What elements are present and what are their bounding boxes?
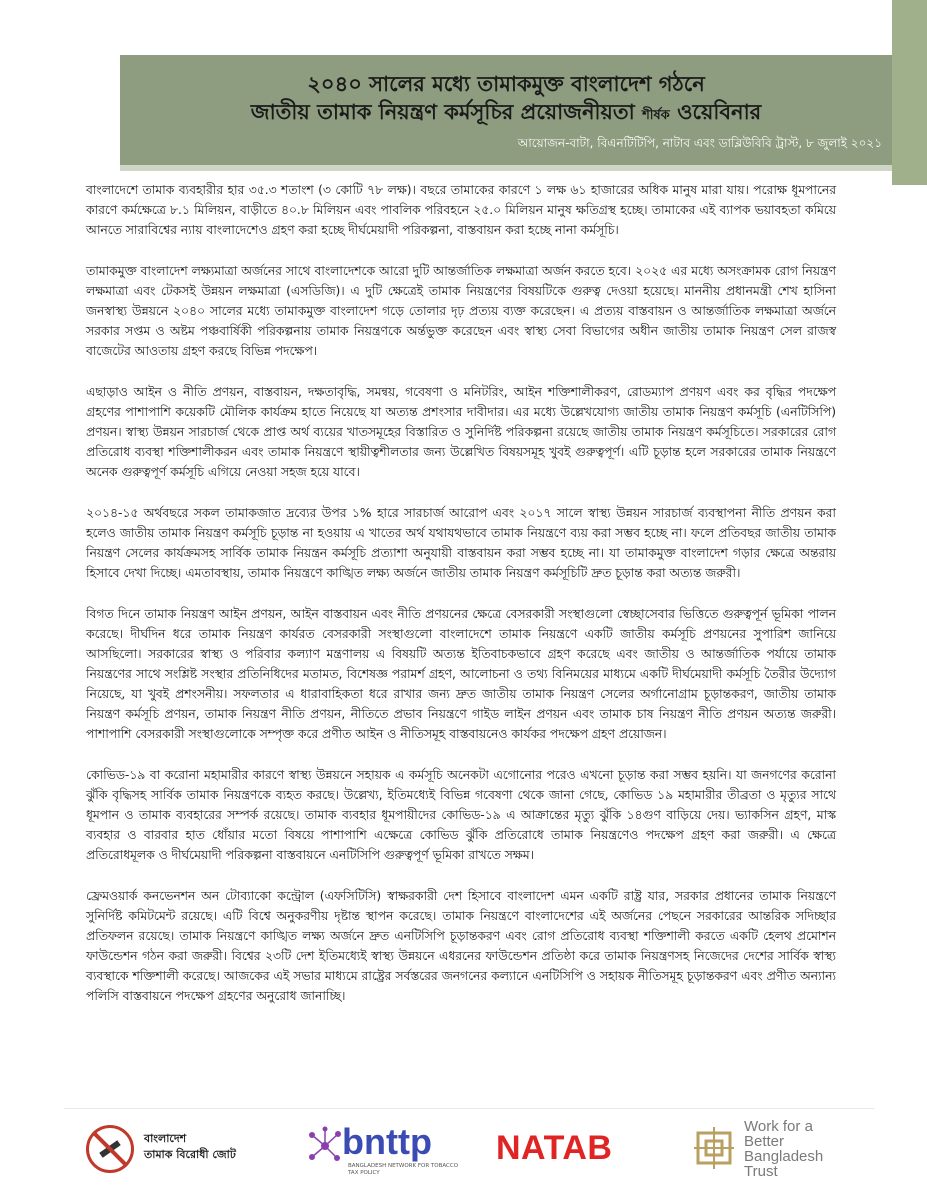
natab-logo	[496, 1119, 646, 1181]
paragraph-1: বাংলাদেশে তামাক ব্যবহারীর হার ৩৫.৩ শতাংশ (৩ কোটি ৭৮ লক্ষ)। বছরে তামাকের কারণে ১ লক্ষ ৬১ হাজারের অধিক মানুষ মারা যায়। পরোক্ষ ধূমপানের কারণে কর্মক্ষেত্রে ৮.১ মিলিয়ন, বাড়ীতে ৪০.৮ মিলিয়ন এবং পাবলিক পরিবহনে ২৫.০ মিলিয়ন মানুষ ক্ষতিগ্রস্থ হচ্ছে। তামাকের এই ব্যাপক ভয়াবহতা কমিয়ে আনতে সারাবিশ্বের ন্যায় বাংলাদেশেও গ্রহণ করা হচ্ছে দীর্ঘমেয়াদী পরিকল্পনা, বাস্তবায়ন করা হচ্ছে নানা কর্মসূচি।	[86, 183, 836, 237]
title-line-2	[120, 99, 892, 129]
bnttp-wordmark: bnttp	[342, 1121, 432, 1162]
organizers-line: আয়োজন-বাটা, বিএনটিটিপি, নাটাব এবং ডাব্লিউবিবি ট্রাস্ট, ৮ জুলাই ২০২১	[517, 136, 882, 150]
article-body	[86, 180, 836, 1027]
wbb-line-3: Bangladesh	[744, 1148, 824, 1165]
natab-wordmark: NATAB	[496, 1129, 613, 1167]
paragraph-3: এছাড়াও আইন ও নীতি প্রণয়ন, বাস্তবায়ন, দক্ষতাবৃদ্ধি, সমন্বয়, গবেষণা ও মনিটরিং, আইন শক্তিশালীকরণ, রোডম্যাপ প্রণয়ণ এবং কর বৃদ্ধির পদক্ষেপ গ্রহণের পাশাপাশি কয়েকটি মৌলিক কার্যক্রম হাতে নিয়েছে যা অত্যন্ত প্রশংসার দাবীদার। এর মধ্যে উল্লেখযোগ্য জাতীয় তামাক নিয়ন্ত্রণ কর্মসূচি (এনটিসিপি) প্রণয়ন। স্বাস্থ্য উন্নয়ন সারচার্জ থেকে প্রাপ্ত অর্থ ব্যয়ের খাতসমূহের বিস্তারিত ও সুনির্দিষ্ট পরিকল্পনা রয়েছে জাতীয় তামাক নিয়ন্ত্রণ কর্মসূচিতে। সরকারের রোগ প্রতিরোধ ব্যবস্থা শক্তিশালীকরন এবং তামাক নিয়ন্ত্রণে স্থায়ীত্বশীলতার জন্য উল্লেখিত বিষয়সমূহ খুবই গুরুত্বপূর্ণ। এটি চূড়ান্ত হলে সরকারের তামাক নিয়ন্ত্রণে অনেক গুরুত্বপূর্ণ কর্মসূচি এগিয়ে নেওয়া সহজ হয়ে যাবে।	[86, 385, 836, 479]
baton-line-1: বাংলাদেশ	[144, 1132, 187, 1145]
title-line-1: ২০৪০ সালের মধ্যে তামাকমুক্ত বাংলাদেশ গঠনে	[307, 72, 705, 96]
title-end: ওয়েবিনার	[677, 100, 762, 124]
header-accent-strip	[892, 0, 927, 185]
paragraph-5: বিগত দিনে তামাক নিয়ন্ত্রণ আইন প্রণয়ন, আইন বাস্তবায়ন এবং নীতি প্রণয়নের ক্ষেত্রে বেসরকারী সংস্থাগুলো স্বেচ্ছাসেবার ভিত্তিতে গুরুত্বপূর্ন ভূমিকা পালন করেছে। দীর্ঘদিন ধরে তামাক নিয়ন্ত্রণ কার্যরত বেসরকারী সংস্থাগুলো বাংলাদেশে তামাক নিয়ন্ত্রণে একটি জাতীয় কর্মসূচি প্রণয়নের সুপারিশ জানিয়ে আসছিলো। সরকারের স্বাস্থ্য ও পরিবার কল্যাণ মন্ত্রণালয় এ বিষয়টি অত্যন্ত ইতিবাচকভাবে গ্রহণ করেছে এবং জাতীয় ও আন্তর্জাতিক পর্যায়ে তামাক নিয়ন্ত্রণের সাথে সংশ্লিষ্ট সংস্থার প্রতিনিধিদের মতামত, বিশেষজ্ঞ পরামর্শ গ্রহণ, আলোচনা ও তথ্য বিনিময়ের মাধ্যমে একটি দীর্ঘমেয়াদী কর্মসূচি তৈরীর উদ্যোগ নিয়েছে, যা খুবই প্রশংসনীয়। সফলতার এ ধারাবাহিকতা ধরে রাখার জন্য দ্রুত জাতীয় তামাক নিয়ন্ত্রণ সেলের অর্গানোগ্রাম চূড়ান্তকরণ, জাতীয় তামাক নিয়ন্ত্রণ কর্মসূচি প্রণয়ন, তামাক নিয়ন্ত্রণ নীতি প্রণয়ন, নীতিতে প্রভাব নিয়ন্ত্রণে গাইড লাইন প্রণয়ন এবং তামাক চাষ নিয়ন্ত্রণ নীতি প্রণয়ন অত্যন্ত জরুরী। পাশাপাশি বেসরকারী সংস্থাগুলোকে সম্পৃক্ত করে প্রণীত আইন ও নীতিসমূহ বাস্তবায়নেও কার্যকর পদক্ষেপ গ্রহণ প্রয়োজন।	[86, 607, 836, 741]
paragraph-6: কোভিড-১৯ বা করোনা মহামারীর কারণে স্বাস্থ্য উন্নয়নে সহায়ক এ কর্মসূচি অনেকটা এগোনোর পরেও এখনো চূড়ান্ত করা সম্ভব হয়নি। যা জনগণের করোনা ঝুঁকি বৃদ্ধিসহ সার্বিক তামাক নিয়ন্ত্রণকে ব্যহত করছে। উল্লেখ্য, ইতিমধ্যেই বিভিন্ন গবেষণা থেকে জানা গেছে, কোভিড ১৯ মহামারীর তীব্রতা ও মৃত্যুর সাথে ধূমপান ও তামাক ব্যবহারের সম্পর্ক রয়েছে। তামাক ব্যবহার ধূমপায়ীদের কোভিড-১৯ এ আক্রান্তের মৃত্যু ঝুঁকি ১৪গুণ বাড়িয়ে দেয়। ভ্যাকসিন গ্রহণ, মাস্ক ব্যবহার ও বারবার হাত ধোঁয়ার মতো বিষয়ে পাশাপাশি এক্ষেত্রে কোভিড ঝুঁকি প্রতিরোধে তামাক নিয়ন্ত্রণেও পদক্ষেপ গ্রহণ করা জরুরী। এ ক্ষেত্রে প্রতিরোধমূলক ও দীর্ঘমেয়াদী পরিকল্পনা বাস্তবায়নে এনটিসিপি গুরুত্বপূর্ণ ভূমিকা রাখতে সক্ষম।	[86, 768, 836, 862]
baton-logo	[86, 1119, 236, 1181]
molecule-icon	[304, 1125, 346, 1167]
wbb-trust-logo	[694, 1119, 874, 1181]
title-suffix: শীর্ষক	[642, 108, 670, 123]
bnttp-subtitle: BANGLADESH NETWORK FOR TOBACCO TAX POLICY	[348, 1163, 459, 1176]
wbb-emblem-icon	[694, 1127, 734, 1169]
sponsor-logos	[64, 1108, 874, 1191]
no-smoking-icon	[86, 1125, 134, 1173]
title-main: জাতীয় তামাক নিয়ন্ত্রণ কর্মসূচির প্রয়োজনীয়তা	[250, 100, 635, 124]
header-shadow	[120, 165, 892, 171]
wbb-line-2: Better	[744, 1133, 785, 1150]
bnttp-logo	[304, 1119, 474, 1181]
paragraph-4: ২০১৪-১৫ অর্থবছরে সকল তামাকজাত দ্রব্যের উপর ১% হারে সারচার্জ আরোপ এবং ২০১৭ সালে স্বাস্থ্য উন্নয়ন সারচার্জ ব্যবস্থাপনা নীতি প্রণয়ন করা হলেও জাতীয় তামাক নিয়ন্ত্রণ কর্মসূচি চূড়ান্ত না হওয়ায় এ খাতের অর্থ যথাযথভাবে তামাক নিয়ন্ত্রণে ব্যয় করা সম্ভব হচ্ছে না। ফলে প্রতিবছর জাতীয় তামাক নিয়ন্ত্রণ সেলের কার্যক্রমসহ সার্বিক তামাক নিয়ন্ত্রন কর্মসূচি প্রত্যাশা অনুযায়ী বাস্তবায়ন করা সম্ভব হচ্ছে না। যা তামাকমুক্ত বাংলাদেশ গড়ার ক্ষেত্রে অন্তরায় হিসাবে দেখা দিচ্ছে। এমতাবস্থায়, তামাক নিয়ন্ত্রণে কাঙ্খিত লক্ষ্য অর্জনে জাতীয় তামাক নিয়ন্ত্রণ কর্মসূচিটি দ্রুত চূড়ান্ত করা অত্যন্ত জরুরী।	[86, 506, 836, 580]
paragraph-2: তামাকমুক্ত বাংলাদেশ লক্ষ্যমাত্রা অর্জনের সাথে বাংলাদেশকে আরো দুটি আন্তর্জাতিক লক্ষমাত্রা অর্জন করতে হবে। ২০২৫ এর মধ্যে অসংক্রামক রোগ নিয়ন্ত্রণ লক্ষমাত্রা এবং টেকসই উন্নয়ন লক্ষমাত্রা (এসডিজি)। এ দুটি ক্ষেত্রেই তামাক নিয়ন্ত্রণের বিষয়টিকে গুরুত্ব দেওয়া হয়েছে। মাননীয় প্রধানমন্ত্রী শেখ হাসিনা জনস্বাস্থ্য উন্নয়নে ২০৪০ সালের মধ্যে তামাকমুক্ত বাংলাদেশ গড়ে তোলার দৃঢ় প্রত্যয় ব্যক্ত করেছেন। এ প্রত্যয় বাস্তবায়ন ও আন্তর্জাতিক লক্ষমাত্রা অর্জনে সরকার সপ্তম ও অষ্টম পঞ্চবার্ষিকী পরিকল্পনায় তামাক নিয়ন্ত্রণকে অর্ন্তভুক্ত করেছেন এবং স্বাস্থ্য সেবা বিভাগের অধীন জাতীয় তামাক নিয়ন্ত্রণ সেল রাজস্ব বাজেটের আওতায় গ্রহণ করছে বিভিন্ন পদক্ষেপ।	[86, 264, 836, 358]
wbb-line-4: Trust	[744, 1163, 778, 1180]
baton-line-2: তামাক বিরোধী জোট	[144, 1148, 236, 1161]
header-banner	[120, 55, 892, 168]
paragraph-7: ফ্রেমওয়ার্ক কনভেনশন অন টোব্যাকো কন্ট্রোল (এফসিটিসি) স্বাক্ষরকারী দেশ হিসাবে বাংলাদেশ এমন একটি রাষ্ট্র যার, সরকার প্রধানের তামাক নিয়ন্ত্রণে সুনির্দিষ্ট কমিটমেন্ট রয়েছে। এটি বিশ্বে অনুকরণীয় দৃষ্টান্ত স্থাপন করেছে। তামাক নিয়ন্ত্রণে বাংলাদেশের এই অর্জনের পেছনে সরকারের আন্তরিক সদিচ্ছার প্রতিফলন রয়েছে। তামাক নিয়ন্ত্রণে কাঙ্খিত লক্ষ্য অর্জনে দ্রুত এনটিসিপি চূড়ান্তকরণ এবং রোগ প্রতিরোধ ব্যবস্থা শক্তিশালী করতে একটি হেলথ প্রমোশন ফাউন্ডেশন গঠন করা জরুরী। বিশ্বের ২৩টি দেশ ইতিমধ্যেই স্বাস্থ্য উন্নয়নে এধরনের ফাউন্ডেশন প্রতিষ্ঠা করে তামাক নিয়ন্ত্রণসহ নিজেদের দেশের সার্বিক স্বাস্থ্য ব্যবস্থাকে শক্তিশালী করেছে। আজকের এই সভার মাধ্যমে রাষ্ট্রের সর্বস্তরের জনগনের কল্যানে এনটিসিপি ও সহায়ক নীতিসমূহ চূড়ান্তকরণ এবং প্রণীত অন্যান্য পলিসি বাস্তবায়নে পদক্ষেপ গ্রহণের অনুরোধ জানাচ্ছি।	[86, 889, 836, 1003]
baton-text	[144, 1131, 254, 1163]
wbb-text	[744, 1119, 823, 1179]
wbb-line-1: Work for a	[744, 1118, 813, 1135]
